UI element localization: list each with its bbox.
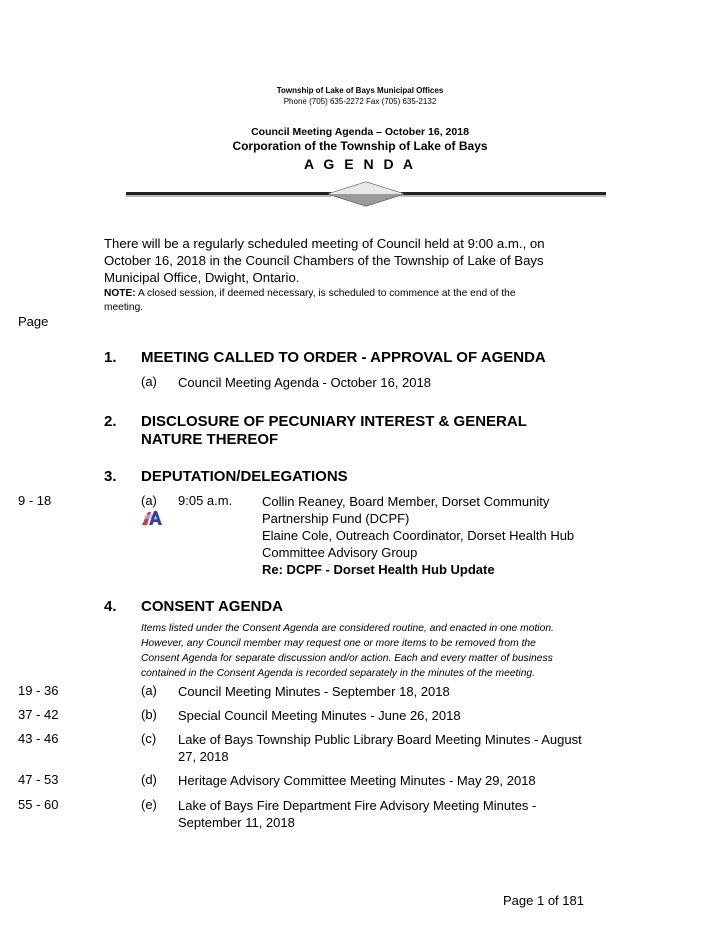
agenda-item-line: Lake of Bays Township Public Library Board Meeting Minutes - August bbox=[178, 732, 582, 747]
office-phone: Phone (705) 635-2272 Fax (705) 635-2132 bbox=[283, 97, 437, 106]
section-title-line: DISCLOSURE OF PECUNIARY INTEREST & GENERAL bbox=[141, 413, 527, 430]
agenda-item-line: Lake of Bays Fire Department Fire Advisory Meeting Minutes - bbox=[178, 798, 537, 813]
agenda-item: Council Meeting Minutes - September 18, 2018 bbox=[178, 684, 450, 699]
consent-note-line: Items listed under the Consent Agenda are considered routine, and enacted in one motion. bbox=[141, 623, 554, 634]
note-label: NOTE: bbox=[104, 288, 136, 299]
page-range: 55 - 60 bbox=[18, 797, 59, 812]
page-number: Page 1 of 181 bbox=[503, 893, 584, 908]
intro-paragraph bbox=[104, 235, 594, 286]
item-letter: (b) bbox=[141, 707, 157, 722]
delegation-line: Committee Advisory Group bbox=[262, 545, 418, 560]
page-range: 19 - 36 bbox=[18, 683, 59, 698]
agenda-item bbox=[178, 731, 628, 765]
delegation-line: Elaine Cole, Outreach Coordinator, Dorset Health Hub bbox=[262, 528, 575, 543]
consent-agenda-note bbox=[141, 621, 621, 681]
diamond-divider bbox=[126, 180, 606, 210]
consent-note-line: However, any Council member may request one or more items to be removed from the bbox=[141, 638, 536, 649]
item-letter: (a) bbox=[141, 683, 157, 698]
agenda-item-line: September 11, 2018 bbox=[178, 815, 295, 830]
delegation-line: Collin Reaney, Board Member, Dorset Community bbox=[262, 494, 550, 509]
closed-session-note bbox=[104, 287, 604, 314]
page-range: 37 - 42 bbox=[18, 707, 59, 722]
intro-line: Municipal Office, Dwight, Ontario. bbox=[104, 270, 300, 285]
item-letter: (a) bbox=[141, 493, 157, 508]
consent-note-line: Consent Agenda for separate discussion and/or action. Each and every matter of business bbox=[141, 653, 553, 664]
page-range: 9 - 18 bbox=[18, 493, 52, 508]
intro-line: October 16, 2018 in the Council Chambers of the Township of Lake of Bays bbox=[104, 253, 544, 268]
agenda-item: Special Council Meeting Minutes - June 26, 2018 bbox=[178, 708, 461, 723]
delegation-time: 9:05 a.m. bbox=[178, 493, 233, 508]
page-column-label: Page bbox=[18, 314, 49, 329]
section-title: CONSENT AGENDA bbox=[141, 598, 283, 615]
agenda-item-line: 27, 2018 bbox=[178, 749, 229, 764]
section-number: 4. bbox=[104, 598, 117, 615]
section-number: 3. bbox=[104, 468, 117, 485]
attachment-a-icon[interactable] bbox=[141, 510, 163, 526]
item-letter: (d) bbox=[141, 772, 157, 787]
section-number: 2. bbox=[104, 413, 117, 430]
agenda-title: A G E N D A bbox=[303, 156, 417, 172]
section-number: 1. bbox=[104, 349, 117, 366]
office-title: Township of Lake of Bays Municipal Offices bbox=[276, 86, 444, 95]
delegation-details bbox=[262, 493, 642, 578]
item-letter: (a) bbox=[141, 374, 157, 389]
page-range: 47 - 53 bbox=[18, 772, 59, 787]
note-text-2: meeting. bbox=[104, 301, 144, 313]
delegation-subject: Re: DCPF - Dorset Health Hub Update bbox=[262, 562, 495, 577]
agenda-item: Council Meeting Agenda - October 16, 2018 bbox=[178, 375, 431, 390]
intro-line: There will be a regularly scheduled meeting of Council held at 9:00 a.m., on bbox=[104, 236, 545, 251]
agenda-date: Council Meeting Agenda – October 16, 2018 bbox=[251, 126, 469, 138]
agenda-item: Heritage Advisory Committee Meeting Minutes - May 29, 2018 bbox=[178, 773, 536, 788]
consent-note-line: contained in the Consent Agenda is recorded separately in the minutes of the meeting. bbox=[141, 668, 536, 679]
section-title: DEPUTATION/DELEGATIONS bbox=[141, 468, 348, 485]
note-text: A closed session, if deemed necessary, is scheduled to commence at the end of the bbox=[135, 288, 516, 299]
page-range: 43 - 46 bbox=[18, 731, 59, 746]
corporation-title: Corporation of the Township of Lake of Bays bbox=[232, 139, 488, 153]
delegation-line: Partnership Fund (DCPF) bbox=[262, 511, 410, 526]
section-title-line: NATURE THEREOF bbox=[141, 431, 279, 448]
section-title bbox=[141, 413, 601, 449]
item-letter: (c) bbox=[141, 731, 157, 746]
section-title: MEETING CALLED TO ORDER - APPROVAL OF AGENDA bbox=[141, 349, 546, 366]
item-letter: (e) bbox=[141, 797, 157, 812]
agenda-item bbox=[178, 797, 628, 831]
